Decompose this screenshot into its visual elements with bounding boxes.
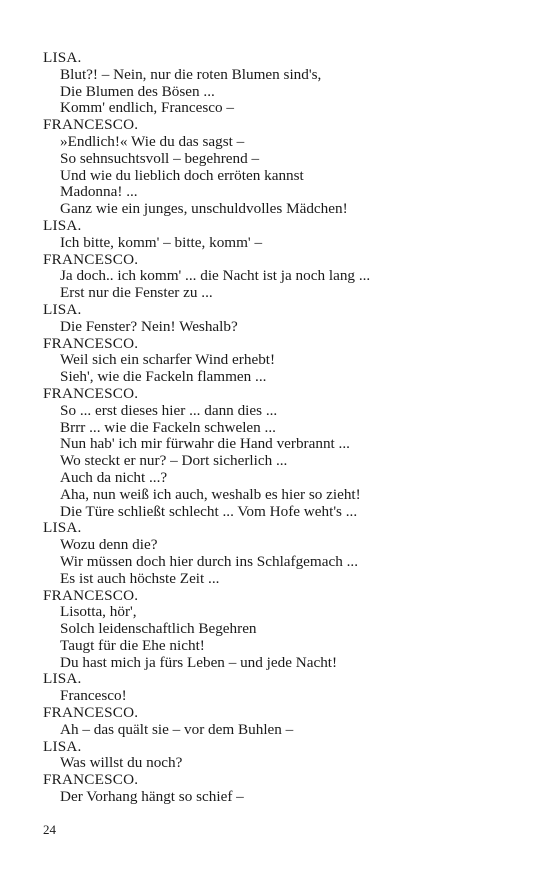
verse-line: Aha, nun weiß ich auch, weshalb es hier so zieht! bbox=[60, 485, 361, 503]
verse-line: Der Vorhang hängt so schief – bbox=[60, 788, 244, 806]
verse-line: Ganz wie ein junges, unschuldvolles Mädchen! bbox=[60, 200, 348, 218]
verse-line: Wozu denn die? bbox=[60, 536, 158, 554]
speaker-name: FRANCESCO. bbox=[43, 116, 139, 134]
verse-line: Du hast mich ja fürs Leben – und jede Nacht! bbox=[60, 653, 338, 671]
verse-line: Erst nur die Fenster zu ... bbox=[60, 284, 213, 302]
verse-line: Ja doch.. ich komm' ... die Nacht ist ja noch lang ... bbox=[60, 267, 371, 285]
speaker-name: FRANCESCO. bbox=[43, 384, 139, 402]
speaker-name: LISA. bbox=[43, 216, 82, 234]
verse-line: Ah – das quält sie – vor dem Buhlen – bbox=[60, 720, 294, 738]
verse-line: Was willst du noch? bbox=[60, 754, 183, 772]
speaker-name: LISA. bbox=[43, 670, 82, 688]
verse-line: Taugt für die Ehe nicht! bbox=[60, 636, 205, 654]
verse-line: Auch da nicht ...? bbox=[60, 468, 168, 486]
speaker-name: FRANCESCO. bbox=[43, 771, 139, 789]
verse-line: Sieh', wie die Fackeln flammen ... bbox=[60, 368, 267, 386]
verse-line: So ... erst dieses hier ... dann dies ... bbox=[60, 401, 278, 419]
speaker-name: FRANCESCO. bbox=[43, 704, 139, 722]
verse-line: So sehnsuchtsvoll – begehrend – bbox=[60, 149, 260, 167]
verse-line: Es ist auch höchste Zeit ... bbox=[60, 569, 220, 587]
verse-line: Solch leidenschaftlich Begehren bbox=[60, 620, 257, 638]
speaker-name: LISA. bbox=[43, 49, 82, 66]
verse-line: Die Blumen des Bösen ... bbox=[60, 82, 215, 100]
verse-line: »Endlich!« Wie du das sagst – bbox=[60, 132, 245, 150]
speaker-name: LISA. bbox=[43, 519, 82, 537]
play-text bbox=[43, 50, 523, 806]
verse-line: Die Fenster? Nein! Weshalb? bbox=[60, 317, 238, 335]
verse-line: Ich bitte, komm' – bitte, komm' – bbox=[60, 233, 263, 251]
speaker-name: LISA. bbox=[43, 737, 82, 755]
verse-line: Und wie du lieblich doch erröten kannst bbox=[60, 166, 304, 184]
verse-line: Die Türe schließt schlecht ... Vom Hofe weht's ... bbox=[60, 502, 358, 520]
verse-line: Lisotta, hör', bbox=[60, 603, 137, 621]
speaker-name: FRANCESCO. bbox=[43, 250, 139, 268]
verse-line: Blut?! – Nein, nur die roten Blumen sind's, bbox=[60, 65, 322, 83]
page-number: 24 bbox=[43, 822, 56, 837]
verse-line: Brrr ... wie die Fackeln schwelen ... bbox=[60, 418, 276, 436]
speaker-name: LISA. bbox=[43, 300, 82, 318]
speaker-name: FRANCESCO. bbox=[43, 586, 139, 604]
verse-line: Nun hab' ich mir fürwahr die Hand verbrannt ... bbox=[60, 435, 350, 453]
verse-line: Wo steckt er nur? – Dort sicherlich ... bbox=[60, 452, 288, 470]
verse-line: Francesco! bbox=[60, 687, 127, 705]
verse-line: Wir müssen doch hier durch ins Schlafgemach ... bbox=[60, 552, 358, 570]
verse-line: Madonna! ... bbox=[60, 183, 138, 201]
verse-line: Komm' endlich, Francesco – bbox=[60, 99, 234, 117]
speaker-name: FRANCESCO. bbox=[43, 334, 139, 352]
verse-line: Weil sich ein scharfer Wind erhebt! bbox=[60, 351, 276, 369]
